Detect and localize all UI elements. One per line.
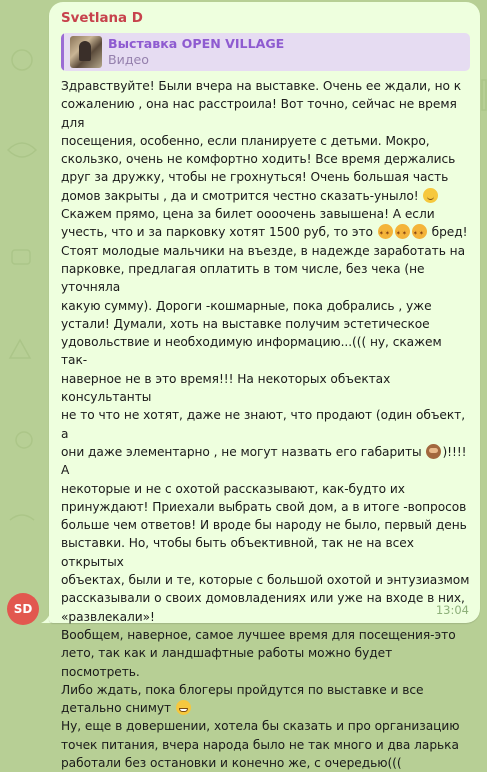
dizzy-face-emoji-icon [395,224,410,239]
text-line: наверное не в это время!!! На некоторых объектах консультанты [61,371,391,405]
text-line: не то что не хотят, даже не знают, что продают (один объект, а [61,408,466,441]
text-segment: домов закрыты , да и смотрится честно сказать-уныло! [61,188,419,203]
text-segment: учесть, что и за парковку хотят 1500 руб, то это [61,225,373,240]
text-line: парковке, предлагая оплатить в том числе, без чека (не уточняла [61,261,425,295]
text-line: работали без остановки и конечно же, с очередью((( [61,755,402,770]
reply-accent-bar [61,33,64,71]
text-segment: )!!!! А [61,444,467,478]
slight-smile-emoji-icon [423,188,438,203]
see-no-evil-monkey-emoji-icon [426,444,441,459]
text-segment: детально снимут [61,701,172,716]
text-line-with-emoji [61,223,470,241]
text-line: больше чем ответов! И вроде бы народу не было, первый день [61,518,467,533]
sender-avatar[interactable]: SD [7,593,39,625]
text-line: Вообщем, наверное, самое лучшее время для посещения-это [61,627,456,642]
text-line: Ну, еще в довершении, хотела бы сказать и про организацию [61,719,460,734]
text-line: точек питания, вчера народа было не так много и два ларька [61,737,459,752]
reply-subtitle: Видео [108,52,149,67]
text-line: некоторые и не с охотой рассказывают, как-будто их [61,481,405,496]
text-line: Либо ждать, пока блогеры пройдутся по выставке и все [61,682,424,697]
text-line: Здравствуйте! Были вчера на выставке. Очень ее ждали, но к [61,79,462,93]
grimacing-face-emoji-icon [176,700,191,715]
message-timestamp: 13:04 [435,603,469,617]
reply-title: Выставка OPEN VILLAGE [108,36,285,51]
text-line: скользко, очень не комфортно ходить! Все время держались [61,152,456,167]
text-segment: бред! [431,225,468,240]
text-line: Стоят молодые мальчики на въезде, в надежде заработать на [61,243,465,258]
text-line: принуждают! Приехали выбрать свой дом, а в итоге -вопросов [61,499,467,514]
text-line-with-emoji [61,187,470,205]
text-line: «развлекали»! [61,609,155,624]
message-bubble[interactable] [49,2,480,770]
reply-preview[interactable] [61,33,470,71]
text-line: посещения, особенно, если планируете с детьми. Мокро, [61,133,430,148]
text-line: Скажем прямо, цена за билет оооочень завышена! А если [61,207,435,222]
text-line: рассказывали о своих домовладениях или уже на входе в них, [61,591,465,606]
text-line: сожалению , она нас расстроила! Вот точно, сейчас не время для [61,97,457,130]
text-line: друг за дружку, чтобы не грохнуться! Очень большая часть [61,170,449,185]
text-line-with-emoji [61,443,470,480]
text-line-with-emoji [61,699,470,717]
text-line: выставки. Но, чтобы быть объективной, так не на всех открытых [61,536,414,569]
text-line: лето, так как и ландшафтные работы можно будет посмотреть. [61,646,393,679]
text-line: удовольствие и необходимую информацию...((( ну, скажем так- [61,335,442,368]
dizzy-face-emoji-icon [412,224,427,239]
sender-name[interactable]: Svetlana D [61,11,143,26]
text-line: какую сумму). Дороги -кошмарные, пока добрались , уже [61,298,432,313]
dizzy-face-emoji-icon [378,224,393,239]
reply-video-thumbnail [70,36,102,68]
text-segment: они даже элементарно , не могут назвать его габариты [61,444,422,459]
message-text [61,77,470,772]
text-line: объектах, были и те, которые с большой охотой и энтузиазмом [61,573,470,588]
text-line: устали! Думали, хоть на выставке получим эстетическое [61,316,430,331]
